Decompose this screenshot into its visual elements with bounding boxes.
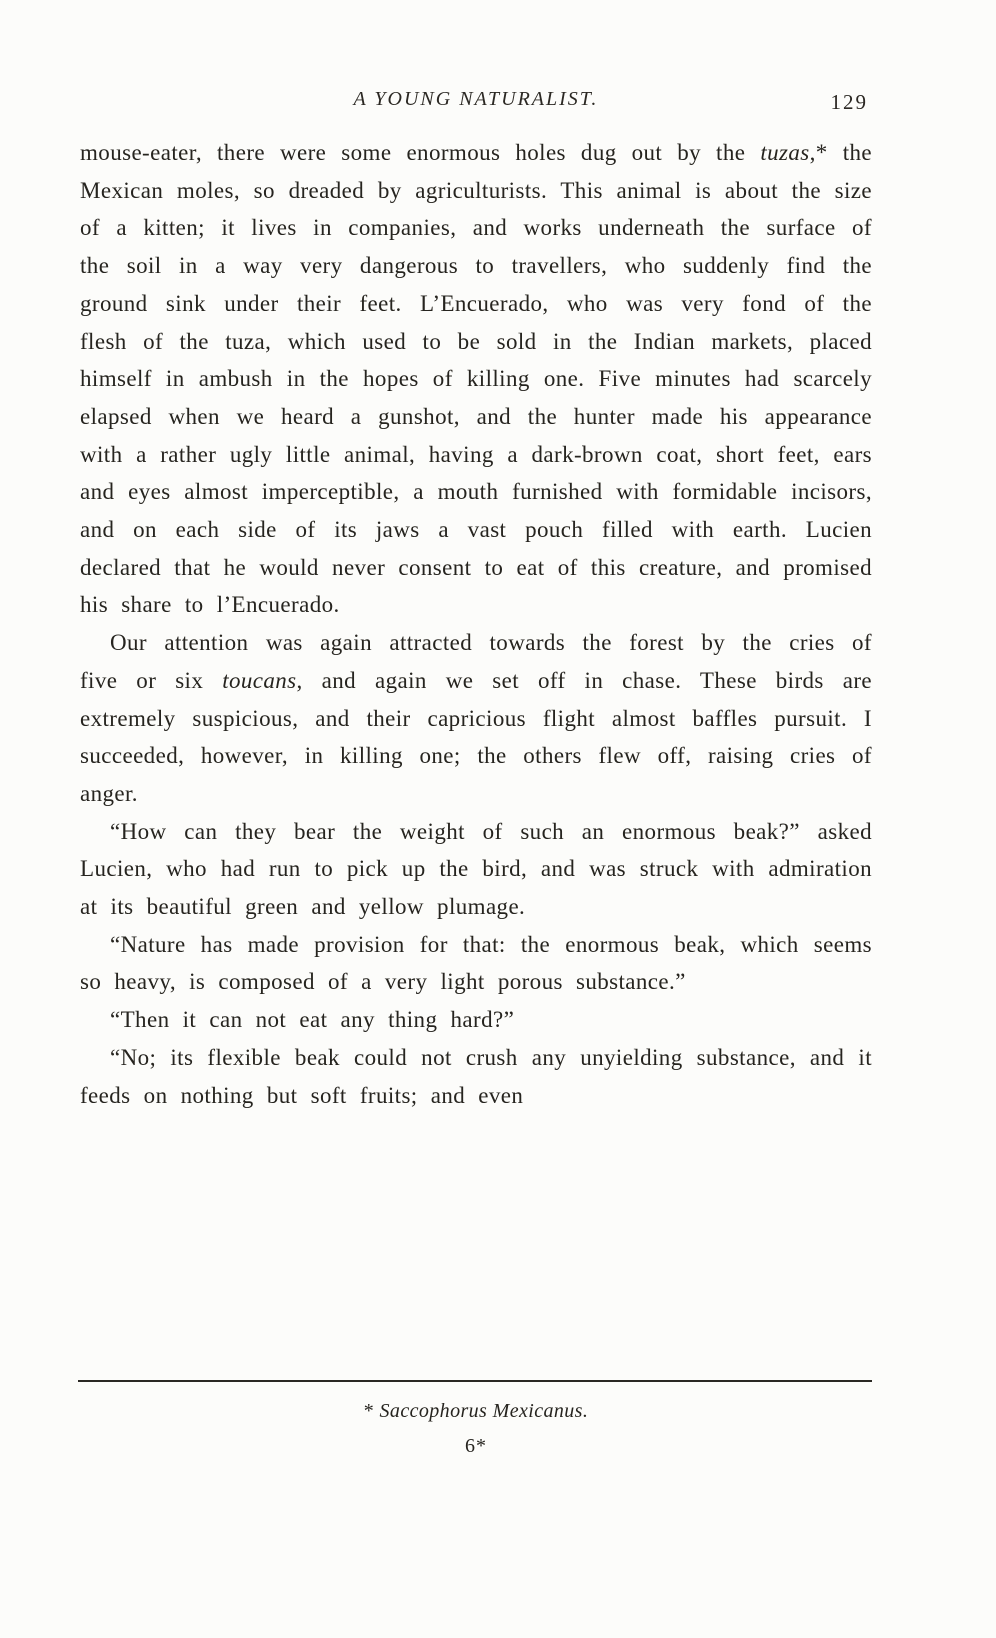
running-header xyxy=(80,88,872,118)
footnote-marker: * xyxy=(363,1400,375,1422)
text-run: “How can they bear the weight of such an enormous beak?” asked Lucien, who had run to pick up the bird, and was struck with admiration at its beautiful green and yellow plumage. xyxy=(80,818,872,920)
text-run: tuzas xyxy=(760,140,810,165)
text-run: toucans xyxy=(222,667,297,693)
text-run: “Then it can not eat any thing hard?” xyxy=(110,1007,515,1033)
text-run: ,* the Mexican moles, so dreaded by agriculturists. This animal is about the size of a kitten; it lives in companies, and works underneath the surface of the soil in a way very dangerous to travellers, who suddenly find the ground sink under their feet. L’Encuerado, who was very fond of the flesh of the tuza, which used to be sold in the Indian markets, placed himself in ambush in the hopes of killing one. Five minutes had scarcely elapsed when we heard a gunshot, and the hunter made his appearance with a rather ugly little animal, having a dark-brown coat, short feet, ears and eyes almost imperceptible, a mouth furnished with formidable incisors, and on each side of its jaws a vast pouch filled with earth. Lucien declared that he would never consent to eat of this creature, and promised his share to l’Encuerado. xyxy=(80,140,872,618)
text-run: Our attention was again attracted towards the forest by the cries of five or six xyxy=(80,630,872,693)
text-run: mouse-eater, there were some enormous holes dug out by the xyxy=(80,140,761,165)
paragraph xyxy=(80,134,872,624)
paragraph xyxy=(80,926,872,1001)
paragraph xyxy=(80,1039,872,1114)
page-title: A YOUNG NATURALIST. xyxy=(353,88,599,110)
paragraph xyxy=(80,624,872,813)
footnote-text: Saccophorus Mexicanus. xyxy=(379,1400,589,1422)
signature-mark: 6* xyxy=(465,1435,487,1457)
text-run: , and again we set off in chase. These birds are extremely suspicious, and their capricious flight almost baffles pursuit. I succeeded, however, in killing one; the others flew off, raising cries of anger. xyxy=(80,667,872,806)
paragraph xyxy=(80,813,872,926)
footnote xyxy=(80,1400,872,1423)
page-number: 129 xyxy=(830,90,868,114)
body-text xyxy=(80,134,872,1114)
paragraph xyxy=(80,1001,872,1039)
text-run: “No; its flexible beak could not crush any unyielding substance, and it feeds on nothing but soft fruits; and even xyxy=(80,1044,872,1108)
text-run: “Nature has made provision for that: the enormous beak, which seems so heavy, is composed of a very light porous substance.” xyxy=(80,931,872,995)
footnote-rule xyxy=(78,1380,872,1382)
